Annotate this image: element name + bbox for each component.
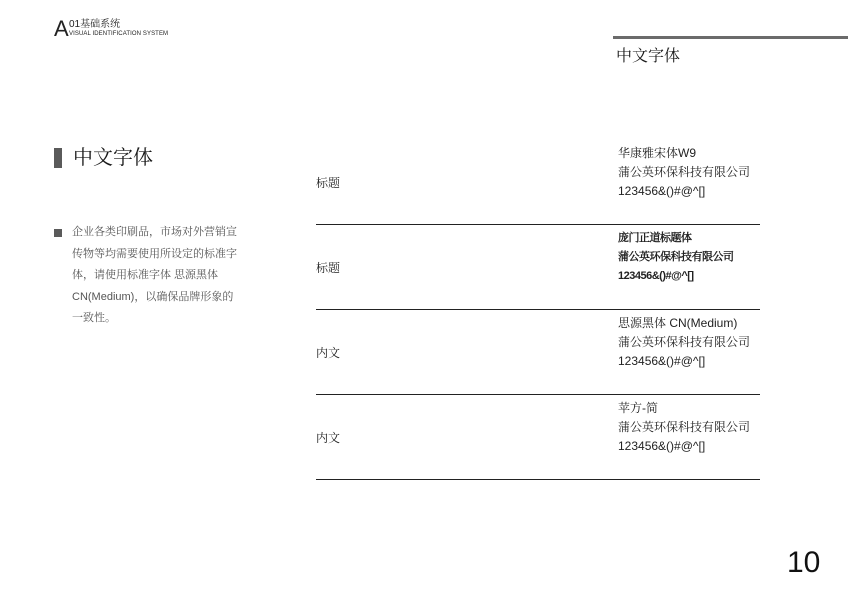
description-marker [54, 229, 62, 237]
section-marker [54, 148, 62, 168]
font-usage-label: 内文 [316, 431, 341, 445]
font-sample-company: 蒲公英环保科技有限公司 [618, 335, 751, 349]
section-description: 企业各类印刷品，市场对外营销宣传物等均需要使用所设定的标准字体，请使用标准字体 思源黑体 CN(Medium)，以确保品牌形象的一致性。 [72, 226, 237, 324]
font-row [316, 310, 760, 395]
font-sample [618, 399, 750, 456]
font-sample-company: 蒲公英环保科技有限公司 [618, 165, 751, 179]
header-letter: A [54, 16, 69, 41]
font-sample [618, 314, 750, 371]
font-name: 苹方-简 [618, 401, 658, 415]
font-sample-chars: 123456&()#@^[] [618, 270, 694, 282]
top-rule [613, 36, 848, 39]
font-sample-chars: 123456&()#@^[] [618, 184, 706, 198]
font-row [316, 395, 760, 480]
section-title: 中文字体 [73, 147, 153, 169]
font-sample-company: 蒲公英环保科技有限公司 [618, 420, 751, 434]
font-usage-label: 标题 [316, 176, 341, 190]
header-subtitle: VISUAL IDENTIFICATION SYSTEM [69, 31, 169, 37]
font-usage-label: 内文 [316, 346, 341, 360]
page-number: 10 [787, 546, 821, 579]
font-name: 庞门正道标题体 [618, 232, 692, 244]
header-section-number: 01基础系统 [69, 19, 121, 30]
font-sample-chars: 123456&()#@^[] [618, 354, 706, 368]
font-row [316, 225, 760, 310]
font-name: 华康雅宋体W9 [618, 146, 697, 160]
font-sample-company: 蒲公英环保科技有限公司 [618, 251, 734, 263]
font-sample [618, 229, 734, 286]
font-name: 思源黑体 CN(Medium) [618, 316, 738, 330]
font-usage-label: 标题 [316, 261, 341, 275]
font-table [316, 140, 760, 480]
font-row [316, 140, 760, 225]
font-sample-chars: 123456&()#@^[] [618, 439, 706, 453]
top-title: 中文字体 [616, 48, 681, 65]
font-sample [618, 144, 750, 201]
